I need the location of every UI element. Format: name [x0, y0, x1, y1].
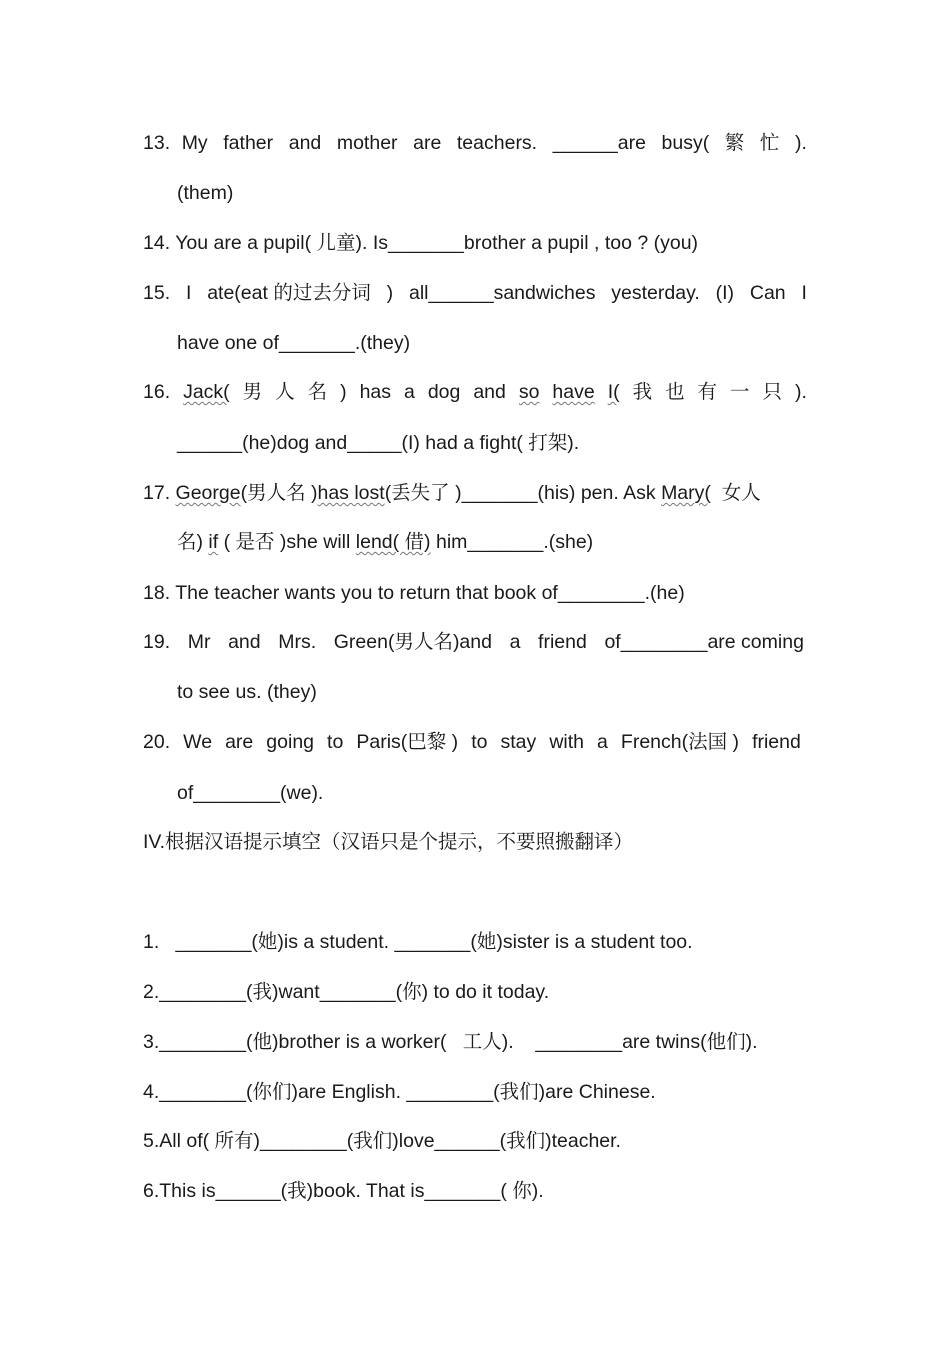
exercise-13: [143, 131, 807, 155]
word: French(法国 ): [620, 731, 740, 753]
word: to: [471, 731, 488, 753]
word: 女人: [710, 482, 761, 504]
word: 也: [665, 381, 685, 403]
word: ): [340, 381, 347, 403]
word-wavy: has lost: [317, 482, 385, 504]
section4-exercise-6: 6.This is______(我)book. That is_______( 你).: [143, 1180, 544, 1202]
word: ate(eat 的过去分词: [207, 282, 371, 304]
word: 有: [697, 381, 718, 403]
word: yesterday.: [611, 282, 700, 304]
word: My: [181, 132, 208, 154]
word-wavy: so: [518, 381, 540, 403]
word: Can: [749, 282, 786, 304]
exercise-15: [143, 281, 807, 305]
word-wavy: George: [175, 482, 241, 504]
exercise-20-continuation: of________(we).: [177, 782, 324, 804]
word: a: [597, 731, 608, 753]
exercise-17-continuation: [177, 530, 593, 554]
word: to: [327, 731, 344, 753]
word: ______are: [552, 132, 646, 154]
word: Mrs.: [278, 631, 317, 653]
exercise-19: [143, 630, 804, 654]
word: 名: [307, 381, 328, 403]
word: of________are coming: [604, 631, 804, 653]
exercise-number: 20.: [143, 731, 171, 753]
word: ( 是否 )she will: [218, 531, 356, 553]
word: with: [549, 731, 584, 753]
word: friend: [538, 631, 587, 653]
section4-exercise-2: 2.________(我)want_______(你) to do it today.: [143, 981, 550, 1003]
word: teachers.: [456, 132, 538, 154]
word: I: [801, 282, 807, 304]
exercise-15-continuation: have one of_______.(they): [177, 332, 411, 354]
word-wavy: have: [552, 381, 595, 403]
exercise-13-continuation: (them): [177, 182, 234, 204]
exercise-number: 14.: [143, 232, 171, 254]
word: 只: [762, 381, 783, 403]
word-wavy: if: [208, 531, 219, 553]
exercise-number: 16.: [143, 381, 171, 403]
word: a: [509, 631, 521, 653]
word: are: [413, 132, 442, 154]
word-wavy: lend( 借): [355, 531, 431, 553]
section4-exercise-5: 5.All of( 所有)________(我们)love______(我们)teacher.: [143, 1130, 621, 1152]
word: father: [223, 132, 274, 154]
word: 名): [177, 531, 209, 553]
word-wavy: I(: [607, 381, 620, 403]
word: are: [225, 731, 254, 753]
word: and: [288, 132, 322, 154]
word: and: [473, 381, 506, 403]
word: (丢失了 )_______(his) pen. Ask: [384, 482, 662, 504]
word: 忙: [759, 132, 780, 154]
word: Paris(巴黎 ): [356, 731, 459, 753]
exercise-number: 17.: [143, 482, 171, 504]
exercise-16: [143, 380, 807, 404]
word: 男: [242, 381, 263, 403]
word-wavy: Jack(: [183, 381, 230, 403]
exercise-19-continuation: to see us. (they): [177, 681, 317, 703]
word: him_______.(she): [430, 531, 594, 553]
exercise-number: 13.: [143, 132, 171, 154]
word: all______sandwiches: [408, 282, 596, 304]
word: busy(: [661, 132, 710, 154]
section4-exercise-3: 3.________(他)brother is a worker( 工人). ________are twins(他们).: [143, 1031, 758, 1053]
word: ).: [795, 381, 807, 403]
word: stay: [500, 731, 537, 753]
word: 人: [275, 381, 295, 403]
word: Mr: [187, 631, 211, 653]
word: 我: [632, 381, 653, 403]
section4-exercise-4: 4.________(你们)are English. ________(我们)are Chinese.: [143, 1081, 656, 1103]
word: and: [228, 631, 261, 653]
exercise-14: [143, 231, 698, 255]
word: 一: [730, 381, 750, 403]
word: a: [403, 381, 415, 403]
word: (I): [715, 282, 735, 304]
word-wavy: Mary(: [661, 482, 711, 504]
word: I: [185, 282, 192, 304]
exercise-number: 18.: [143, 582, 171, 604]
exercise-text: You are a pupil( 儿童). Is_______brother a pupil , too ? (you): [175, 232, 699, 254]
word: going: [266, 731, 315, 753]
word: ): [386, 282, 394, 304]
word: ).: [794, 132, 807, 154]
exercise-16-continuation: ______(he)dog and_____(I) had a fight( 打架).: [177, 432, 580, 454]
exercise-17: [143, 481, 761, 505]
exercise-20: [143, 730, 801, 754]
word: 繁: [724, 132, 745, 154]
word: dog: [427, 381, 461, 403]
section4-exercise-1: 1. _______(她)is a student. _______(她)sister is a student too.: [143, 931, 693, 953]
exercise-number: 15.: [143, 282, 171, 304]
exercise-text: The teacher wants you to return that book of________.(he): [175, 582, 685, 604]
word: has: [359, 381, 392, 403]
exercise-18: [143, 581, 685, 605]
word: (男人名 ): [240, 482, 318, 504]
word: mother: [336, 132, 398, 154]
word: friend: [752, 731, 801, 753]
word: We: [183, 731, 213, 753]
word: Green(男人名)and: [333, 631, 492, 653]
exercise-number: 19.: [143, 631, 171, 653]
section-heading: IV.根据汉语提示填空（汉语只是个提示，不要照搬翻译）: [143, 831, 634, 853]
